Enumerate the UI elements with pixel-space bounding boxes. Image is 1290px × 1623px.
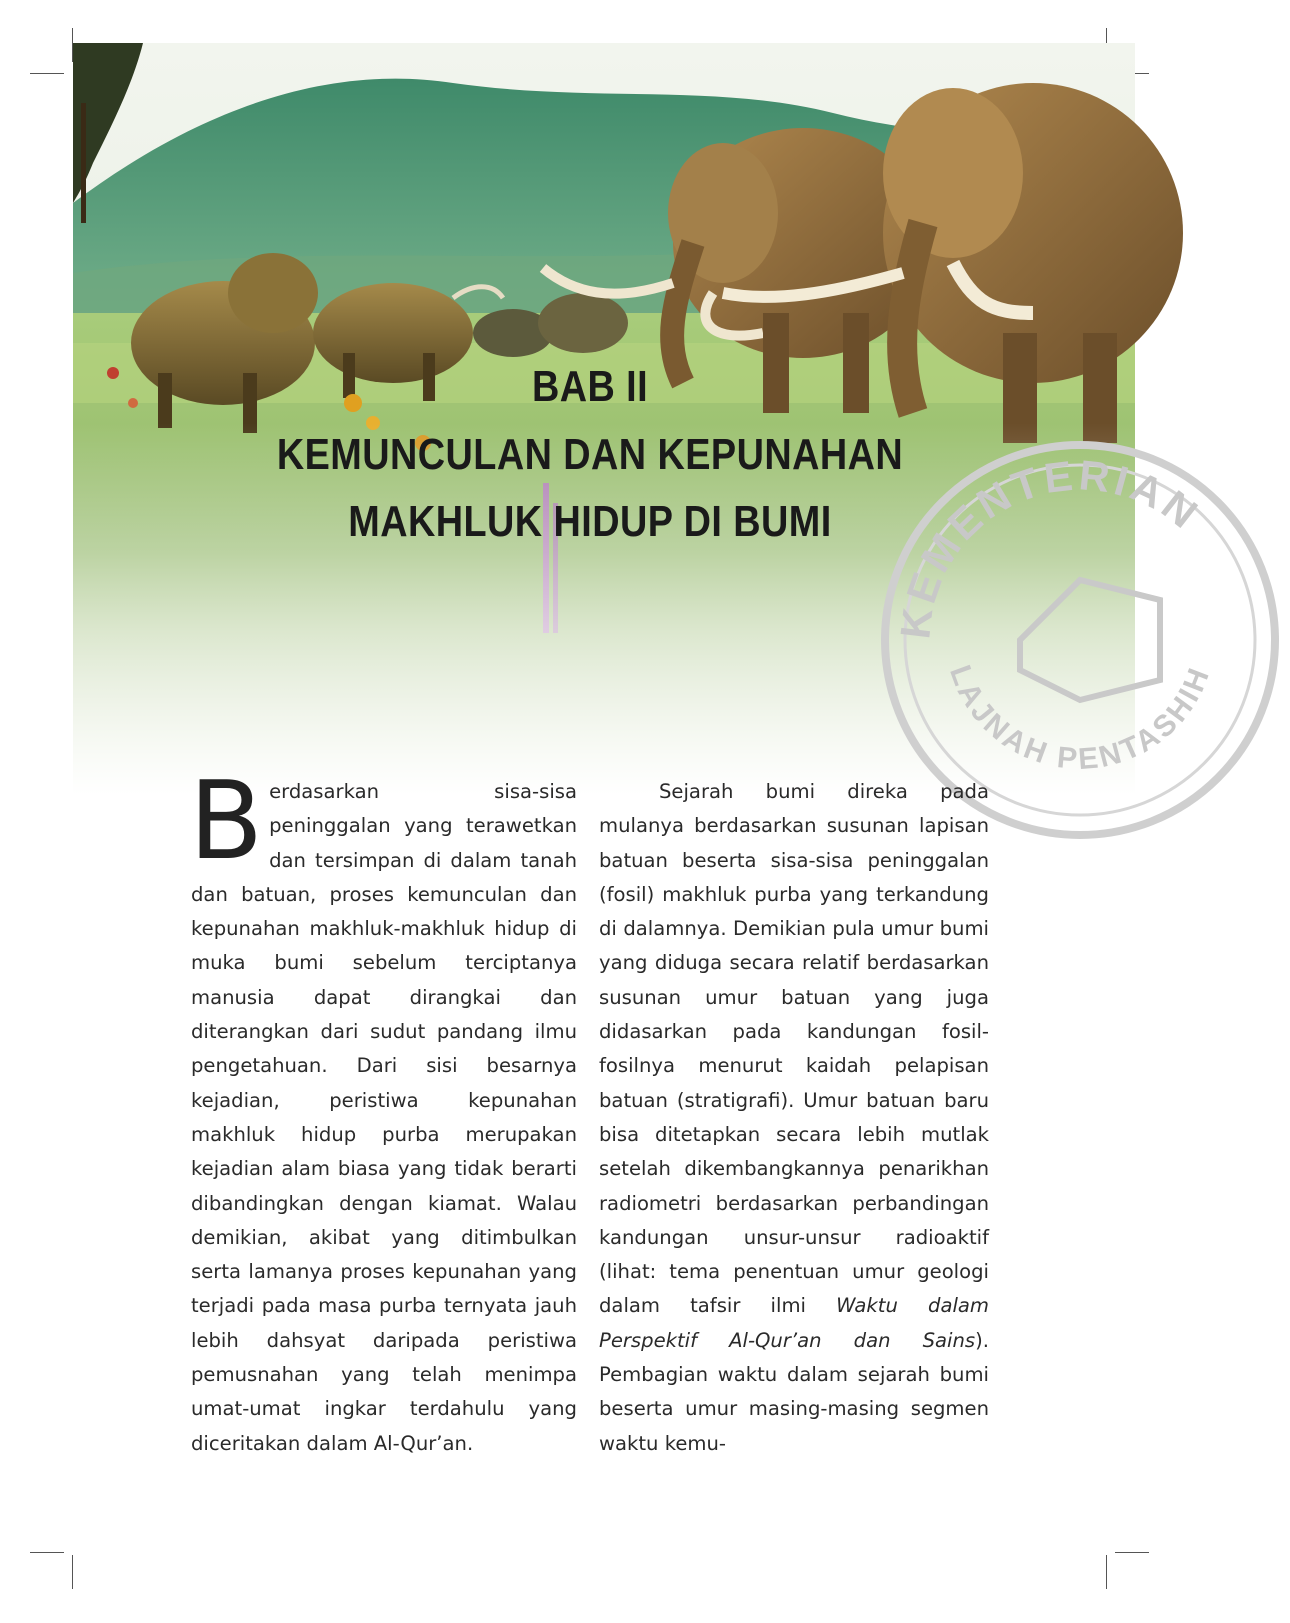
right-paragraph-text-1: Sejarah bumi direka pada mulanya berdasarkan susunan lapisan batuan beserta sisa-sisa peninggalan (fosil) makhluk purba yang terkandung di dalamnya. Demikian pula umur bumi yang diduga secara relatif berdasarkan susunan umur batuan yang juga didasarkan pada kandungan fosil-fosilnya menurut kaidah pelapisan batuan (stratigrafi). Umur batuan baru bisa ditetapkan secara lebih mutlak setelah dikembangkannya penarikhan radiometri berdasarkan perbandingan kandungan unsur-unsur radioaktif (lihat: tema penentuan umur geologi dalam tafsir ilmi [599,780,989,1318]
right-paragraph [599,775,989,1461]
right-paragraph-text-2: ). Pembagian waktu dalam sejarah bumi beserta umur masing-masing segmen waktu kemu- [599,1328,989,1455]
crop-mark [1106,1555,1107,1589]
right-column [599,775,989,1461]
left-column [189,759,577,1461]
book-title-italic: Waktu dalam Perspektif Al-Qur’an dan Sains [599,1294,990,1352]
left-paragraph: erdasarkan sisa-sisa peninggalan yang terawetkan dan tersimpan di dalam tanah dan batuan, proses kemunculan dan kepunahan makhluk-makhluk hidup di muka bumi sebelum terciptanya manusia dapat dirangkai dan diterangkan dari sudut pandang ilmu pengetahuan. Dari sisi besarnya kejadian, peristiwa kepunahan makhluk hidup purba merupakan kejadian alam biasa yang tidak berarti dibandingkan dengan kiamat. Walau demikian, akibat yang ditimbulkan serta lamanya proses kepunahan yang terjadi pada masa purba ternyata jauh lebih dahsyat daripada peristiwa pemusnahan yang telah menimpa umat-umat ingkar terdahulu yang diceritakan dalam Al-Qur’an. [191,780,577,1455]
drop-cap: B [189,759,264,884]
crop-mark [72,1555,73,1589]
crop-mark [1115,1552,1149,1553]
chapter-label: BAB II [531,362,649,411]
stamp-text-bottom: LAJNAH PENTASHIH [942,661,1217,777]
chapter-title-line1: KEMUNCULAN DAN KEPUNAHAN [276,430,904,479]
crop-mark [30,1552,64,1553]
crop-mark [30,73,64,74]
stamp-text-top: KEMENTERIAN [891,451,1210,641]
chapter-title-line2: MAKHLUK HIDUP DI BUMI [348,497,832,546]
